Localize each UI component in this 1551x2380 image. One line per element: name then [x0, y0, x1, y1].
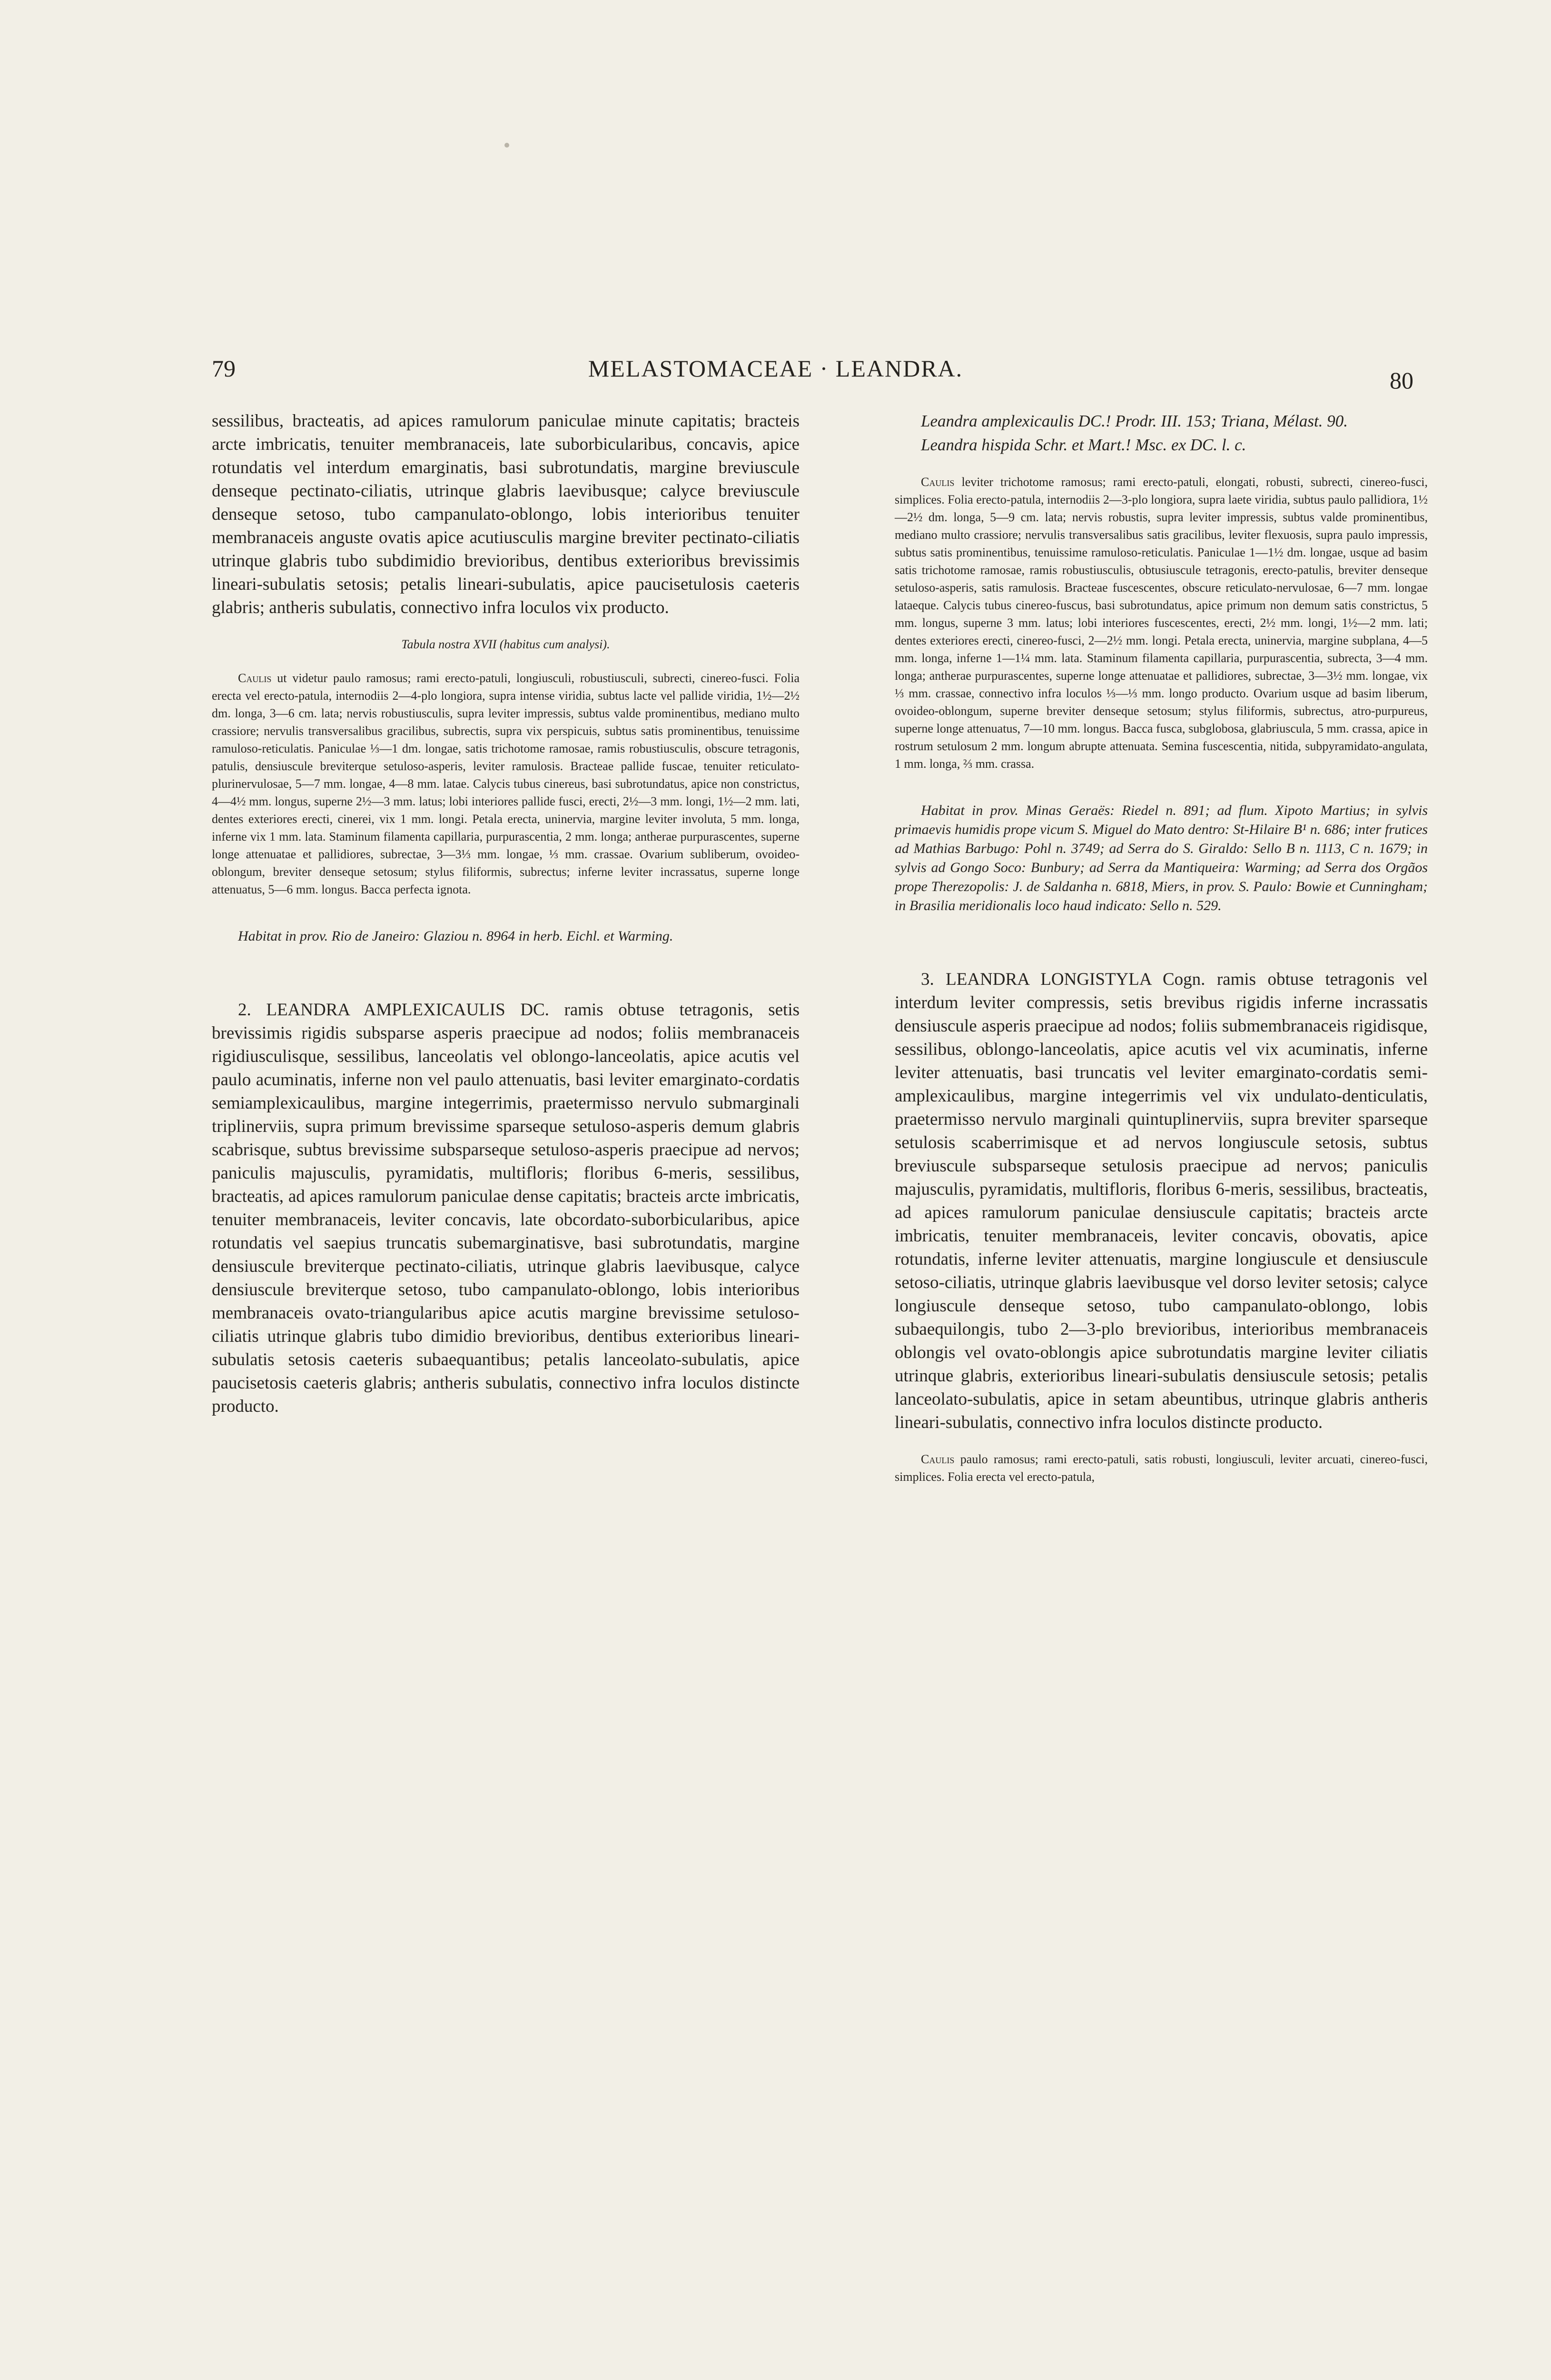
paper-speck: [504, 143, 509, 148]
plate-reference: Tabula nostra XVII (habitus cum analysi).: [401, 637, 610, 651]
detailed-description-2: [895, 1450, 1428, 1486]
page-number-right: 80: [1390, 367, 1413, 394]
caulis-label: Caulis: [921, 475, 955, 489]
detailed-description-2-text: paulo ramosus; rami erecto-patuli, satis robusti, longiusculi, leviter arcuati, cinereo-fusci, simplices. Folia erecta vel erecto-patula,: [895, 1452, 1428, 1484]
running-head: MELASTOMACEAE · LEANDRA.: [588, 355, 963, 382]
caulis-label: Caulis: [238, 671, 272, 685]
species-3-description: [895, 968, 1428, 1434]
citation-2: Leandra hispida Schr. et Mart.! Msc. ex DC. l. c.: [921, 436, 1246, 454]
species-2-description: [212, 998, 800, 1418]
habitat-note: Habitat in prov. Rio de Janeiro: Glaziou n. 8964 in herb. Eichl. et Warming.: [238, 928, 673, 944]
species-2-heading: 2. LEANDRA AMPLEXICAULIS DC.: [238, 1000, 549, 1020]
right-column: [895, 409, 1428, 1486]
detailed-description: [895, 473, 1428, 773]
caulis-label: Caulis: [921, 1452, 955, 1466]
habitat-note: Habitat in prov. Minas Geraës: Riedel n. 891; ad flum. Xipoto Martius; in sylvis primaevis humidis prope vicum S. Miguel do Mato dentro: St-Hilaire B¹ n. 686; inter frutices ad Mathias Barbugo: Pohl n. 3749; ad Serra do S. Giraldo: Sello B n. 1113, C n. 1679; in sylvis ad Gongo Soco: Bunbury; ad Serra da Mantiqueira: Warming; ad Serra dos Orgãos prope Therezopolis: J. de Saldanha n. 6818, Miers, in prov. S. Paulo: Bowie et Cunningham; in Brasilia meridionalis loco haud indicato: Sello n. 529.: [895, 803, 1428, 913]
species-2-text: ramis obtuse tetragonis, setis brevissimis rigidis subsparse asperis praecipue ad nodos; foliis membranaceis rigidiusculisque, sessilibus, lanceolatis vel oblongo-lanceolatis, apice acutis vel paulo acuminatis, inferne non vel paulo attenuatis, basi leviter emarginato-cordatis semiamplexicaulibus, margine integerrimis, praetermisso nervulo submarginali triplinerviis, supra primum brevissime sparseque setuloso-asperis demum glabris scabrisque, subtus brevissime subsparseque setuloso-asperis praecipue ad nervos; paniculis majusculis, pyramidatis, multifloris; floribus 6-meris, sessilibus, bracteatis, ad apices ramulorum paniculae dense capitatis; bracteis arcte imbricatis, tenuiter membranaceis, leviter concavis, late obcordato-suborbicularibus, apice rotundatis vel saepius truncatis subemarginatisve, basi subrotundatis, margine densiuscule breviterque pectinato-ciliatis, utrinque glabris laevibusque, calyce densiuscule breviterque setoso, tubo campanulato-oblongo, lobis interioribus membranaceis ovato-triangularibus apice acutis margine brevissime setuloso-ciliatis utrinque glabris tubo dimidio brevioribus, dentibus exterioribus lineari-subulatis setosis caeteris subaequantibus; petalis lanceolato-subulatis, apice paucisetosis caeteris glabris; antheris subulatis, connectivo infra loculos distincte producto.: [212, 1000, 800, 1416]
page-number-left: 79: [212, 355, 236, 382]
citation-1: Leandra amplexicaulis DC.! Prodr. III. 153; Triana, Mélast. 90.: [921, 412, 1348, 430]
left-column: [212, 409, 800, 1418]
detailed-description-text: leviter trichotome ramosus; rami erecto-patuli, elongati, robusti, subrecti, cinereo-fusci, simplices. Folia erecto-patula, internodiis 2—3-plo longiora, supra laete viridia, subtus paulo pallidiora, 1½—2½ dm. longa, 5—9 cm. lata; nervis robustis, supra leviter impressis, subtus valde prominentibus, mediano multo crassiore; nervulis transversalibus satis gracilibus, leviter flexuosis, supra paulo impressis, subtus satis prominentibus, tenuissime ramuloso-reticulatis. Paniculae 1—1½ dm. longae, usque ad basim satis trichotome ramosae, ramis robustiusculis, obtusiuscule tetragonis, erecto-patulis, breviter denseque setuloso-asperis, satis ramulosis. Bracteae fuscescentes, obscure reticulato-nervulosae, 6—7 mm. longae lataeque. Calycis tubus cinereo-fuscus, basi subrotundatus, apice primum non demum satis constrictus, 5 mm. longus, superne 3 mm. latus; lobi interiores fuscescentes, erecti, 2½ mm. longi, 1½—2 mm. lati; dentes exteriores erecti, cinereo-fusci, 2—2½ mm. longi. Petala erecta, uninervia, margine subplana, 4—5 mm. longa, inferne 1—1¼ mm. lata. Staminum filamenta capillaria, purpurascentia, subrecta, 3—4 mm. longa; antherae purpurascentes, superne longe attenuatae et pallidiores, subrectae, 3—3½ mm. longae, vix ⅓ mm. crassae, connectivo infra loculos ⅓—⅓ mm. longo producto. Ovarium usque ad basim liberum, ovoideo-oblongum, superne breviter denseque setosum; stylus filiformis, subrectus, atro-purpureus, superne longe attenuatus, 7—10 mm. longus. Bacca fusca, subglobosa, glabriuscula, 5 mm. crassa, apice in rostrum setulosum 2 mm. longum abrupte attenuata. Semina fuscescentia, nitida, subpyramidato-angulata, 1 mm. longa, ⅔ mm. crassa.: [895, 475, 1428, 771]
species-3-heading: 3. LEANDRA LONGISTYLA Cogn.: [921, 970, 1205, 989]
detailed-description: [212, 669, 800, 898]
description-continued: sessilibus, bracteatis, ad apices ramulorum paniculae minute capitatis; bracteis arcte imbricatis, tenuiter membranaceis, late suborbicularibus, concavis, apice rotundatis vel interdum emarginatis, basi subrotundatis, margine breviuscule denseque pectinato-ciliatis, utrinque glabris laevibusque; calyce breviuscule denseque setoso, tubo campanulato-oblongo, lobis interioribus tenuiter membranaceis anguste ovatis apice acutiusculis margine breviter pectinato-ciliatis utrinque glabris tubo subdimidio brevioribus, dentibus exterioribus brevissimis lineari-subulatis setosis; petalis lineari-subulatis, apice paucisetulosis caeteris glabris; antheris subulatis, connectivo infra loculos vix producto.: [212, 411, 800, 617]
detailed-description-text: ut videtur paulo ramosus; rami erecto-patuli, longiusculi, robustiusculi, subrecti, cinereo-fusci. Folia erecta vel erecto-patula, internodiis 2—4-plo longiora, supra intense viridia, subtus lacte vel pallide viridia, 1½—2½ dm. longa, 3—6 cm. lata; nervis robustiusculis, supra leviter impressis, subtus valde prominentibus, mediano multo crassiore; nervulis transversalibus gracilibus, subrectis, supra vix perspicuis, subtus satis prominentibus, tenuissime ramuloso-reticulatis. Paniculae ⅓—1 dm. longae, satis trichotome ramosae, ramis robustiusculis, obscure tetragonis, patulis, densiuscule breviterque setuloso-asperis, leviter ramulosis. Bracteae pallide fuscae, tenuiter reticulato-plurinervulosae, 5—7 mm. longae, 4—8 mm. latae. Calycis tubus cinereus, basi subrotundatus, apice non constrictus, 4—4½ mm. longus, superne 2½—3 mm. latus; lobi interiores pallide fusci, erecti, 2½—3 mm. longi, 1½—2 mm. lati, dentes exteriores erecti, cinerei, vix 1 mm. longi. Petala erecta, uninervia, margine leviter involuta, 5 mm. longa, inferne vix 1 mm. lata. Staminum filamenta capillaria, purpurascentia, 2 mm. longa; antherae purpurascentes, superne longe attenuatae et pallidiores, subrectae, 3—3⅓ mm. longae, ⅓ mm. crassae. Ovarium subliberum, ovoideo-oblongum, breviter denseque setosum; stylus filiformis, subrectus; inferne leviter incrassatus, superne longe attenuatus, 5—6 mm. longus. Bacca perfecta ignota.: [212, 671, 800, 896]
species-3-text: ramis obtuse tetragonis vel interdum leviter compressis, setis brevibus rigidis inferne incrassatis densiuscule asperis praecipue ad nodos; foliis submembranaceis rigidisque, sessilibus, oblongo-lanceolatis, apice acutis vel vix acuminatis, inferne leviter attenuatis, basi truncatis vel leviter emarginato-cordatis semi-amplexicaulibus, margine integerrimis vel vix undulato-denticulatis, praetermisso nervulo marginali quintuplinerviis, supra breviter sparseque setulosis scaberrimisque et ad nervos longiuscule setosis, subtus breviuscule subsparseque setulosis praecipue ad nervos; paniculis majusculis, pyramidatis, multifloris, floribus 6-meris, sessilibus, bracteatis, ad apices ramulorum paniculae densiuscule capitatis; bracteis arcte imbricatis, tenuiter membranaceis, leviter concavis, obovatis, apice rotundatis, inferne leviter attenuatis, margine longiuscule et densiuscule setoso-ciliatis, utrinque glabris laevibusque vel dorso leviter setosis; calyce longiuscule denseque setoso, tubo campanulato-oblongo, lobis subaequilongis, tubo 2—3-plo brevioribus, interioribus membranaceis oblongis vel ovato-oblongis apice subrotundatis margine leviter ciliatis utrinque glabris, exterioribus lineari-subulatis densiuscule setosis; petalis lanceolato-subulatis, apice in setam abeuntibus, utrinque glabris antheris lineari-subulatis, connectivo infra loculos distincte producto.: [895, 970, 1428, 1432]
